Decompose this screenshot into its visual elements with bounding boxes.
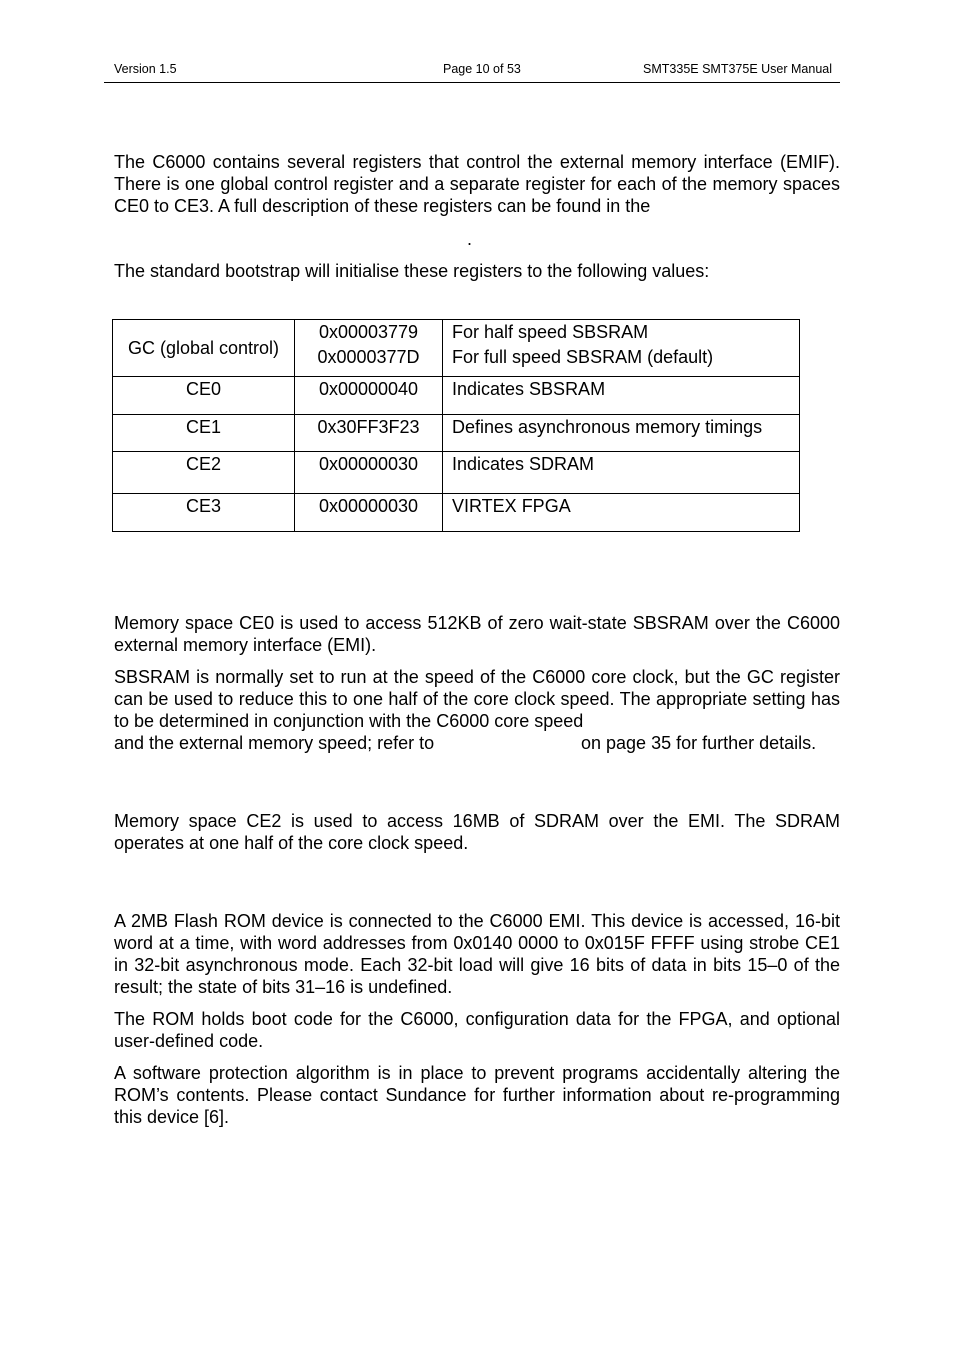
register-description (443, 415, 800, 452)
sdram-paragraph: Memory space CE2 is used to access 16MB of SDRAM over the EMI. The SDRAM operates at one half of the core clock speed. (114, 811, 840, 853)
sbsram-paragraph-1: Memory space CE0 is used to access 512KB of zero wait-state SBSRAM over the C6000 external memory interface (EMI). (114, 613, 840, 655)
header-document-title: SMT335E SMT375E User Manual (643, 62, 832, 76)
register-description-line: Indicates SBSRAM (452, 379, 606, 399)
register-description-line: VIRTEX FPGA (452, 496, 571, 516)
register-name: GC (global control) (113, 320, 295, 377)
register-name-text: CE1 (185, 417, 221, 437)
flash-paragraph-1: A 2MB Flash ROM device is connected to the C6000 EMI. This device is accessed, 16-bit word at a time, with word addresses from 0x0140 0000 to 0x015F FFFF using strobe CE1 in 32-bit asynchronous mode. Each 32-bit load will give 16 bits of data in bits 15–0 of the result; the state of bits 31–16 is undefined. (114, 911, 840, 997)
register-value-line: 0x30FF3F23 (317, 417, 420, 437)
header-page-number: Page 10 of 53 (443, 62, 521, 76)
register-name (113, 377, 295, 415)
register-value (295, 494, 443, 532)
bootstrap-paragraph: The standard bootstrap will initialise these registers to the following values: (114, 261, 710, 281)
register-description-line: Defines asynchronous memory timings (452, 417, 763, 437)
table-row (113, 415, 800, 452)
table-row (113, 452, 800, 494)
register-description-line: For half speed SBSRAM (452, 322, 649, 342)
register-name-text: CE2 (185, 454, 221, 474)
register-value (295, 320, 443, 377)
register-name (113, 452, 295, 494)
table-row (113, 320, 800, 377)
register-description-line: For full speed SBSRAM (default) (452, 347, 714, 367)
register-value-line: 0x0000377D (317, 347, 420, 367)
register-value-line: 0x00000030 (318, 454, 419, 474)
sbsram-paragraph-2-last-line (114, 732, 840, 754)
header-version: Version 1.5 (114, 62, 177, 76)
emif-intro-trailing-dot: . (467, 229, 473, 249)
register-value-line: 0x00003779 (318, 322, 419, 342)
register-description-line: Indicates SDRAM (452, 454, 595, 474)
table-row (113, 377, 800, 415)
emif-register-table (112, 319, 800, 532)
register-value-line: 0x00000040 (318, 379, 419, 399)
register-value (295, 415, 443, 452)
sbsram-page-reference-text: on page 35 for further details. (581, 733, 817, 753)
page-header (104, 60, 840, 83)
register-description (443, 320, 800, 377)
register-name (113, 415, 295, 452)
flash-paragraph-2: The ROM holds boot code for the C6000, configuration data for the FPGA, and optional user-defined code. (114, 1009, 840, 1051)
flash-paragraph-3: A software protection algorithm is in place to prevent programs accidentally altering the ROM’s contents. Please contact Sundance for further information about re-programming this device [6]. (114, 1063, 840, 1127)
sbsram-refer-text: and the external memory speed; refer to (114, 733, 435, 753)
register-name-text: CE3 (185, 496, 221, 516)
register-description (443, 452, 800, 494)
register-name-text: CE0 (185, 379, 221, 399)
register-value-line: 0x00000030 (318, 496, 419, 516)
register-name (113, 494, 295, 532)
sbsram-paragraph-2: SBSRAM is normally set to run at the speed of the C6000 core clock, but the GC register can be used to reduce this to one half of the core clock speed. The appropriate setting has to be determined in conjunction with the C6000 core speed (114, 667, 840, 731)
table-row (113, 494, 800, 532)
register-description (443, 377, 800, 415)
register-description (443, 494, 800, 532)
emif-intro-paragraph: The C6000 contains several registers that control the external memory interface (EMIF). There is one global control register and a separate register for each of the memory spaces CE0 to CE3. A full description of these registers can be found in the (114, 152, 840, 216)
register-value (295, 377, 443, 415)
register-value (295, 452, 443, 494)
